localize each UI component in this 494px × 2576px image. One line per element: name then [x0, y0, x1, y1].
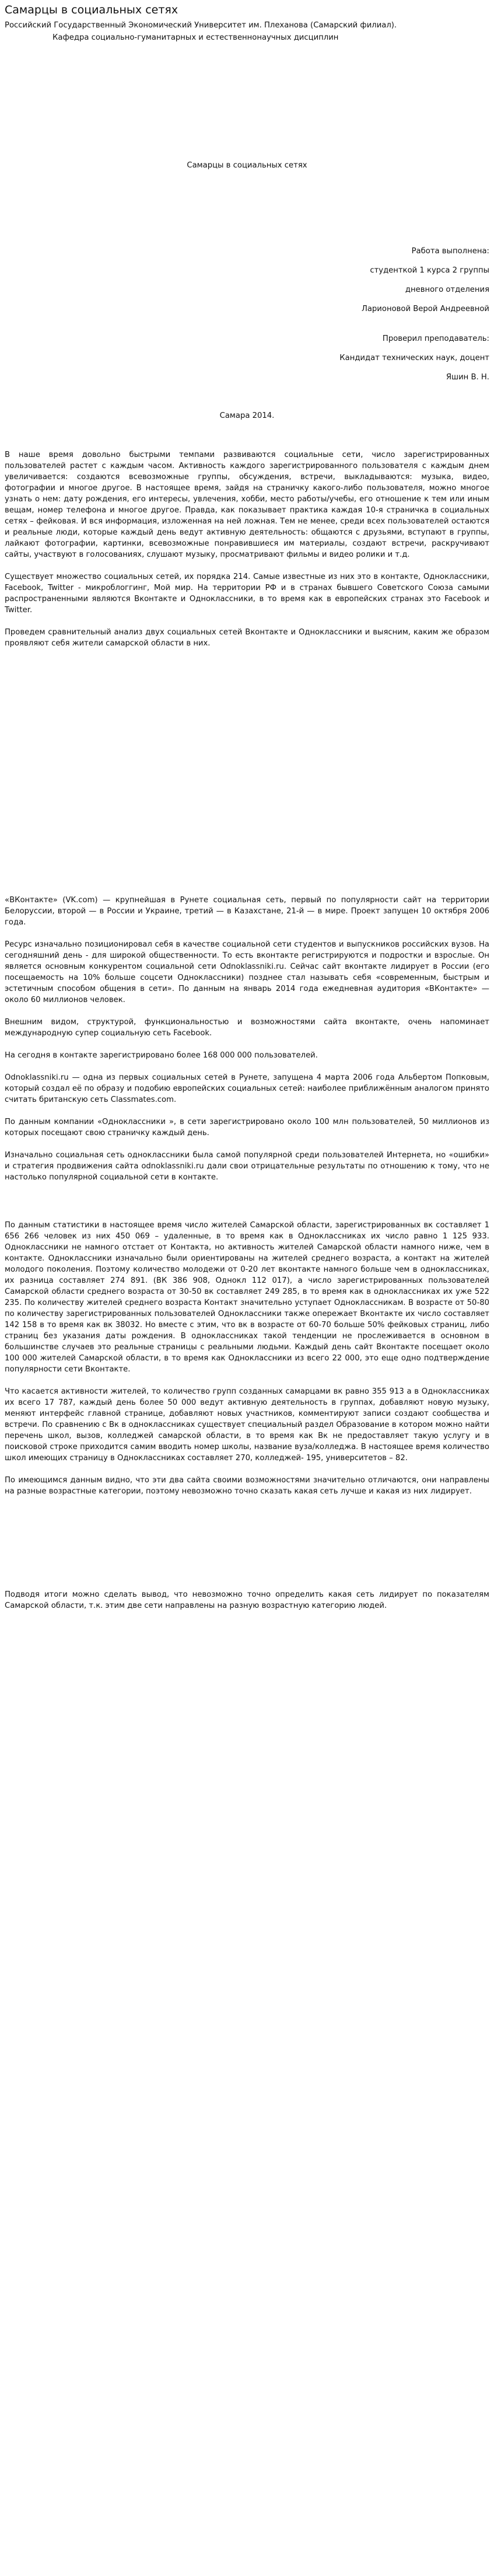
blank-space	[5, 1194, 489, 1220]
university-name: Российский Государственный Экономический Университет им. Плеханова (Самарский филиал).	[5, 21, 397, 30]
section-conclusion	[5, 1589, 489, 1611]
department-name: Кафедра социально-гуманитарных и естественнонаучных дисциплин	[52, 33, 339, 42]
paragraph: Изначально социальная сеть одноклассники была самой популярной среди пользователей Интернета, но «ошибки» и стратегия продвижения сайта odnoklassniki.ru дали свои отрицательные результаты по отношению к тому, что не настолько популярной социальной сети в контакте.	[5, 1151, 489, 1182]
city-year: Самара 2014.	[219, 411, 275, 420]
section-networks	[5, 895, 489, 1183]
paragraph: На сегодня в контакте зарегистрировано более 168 000 000 пользователей.	[5, 1051, 318, 1060]
paragraph: По имеющимся данным видно, что эти два сайта своими возможностями значительно отличаются, они направлены на разные возрастные категории, поэтому невозможно точно сказать какая сеть лучше и какая из них лидирует.	[5, 1476, 489, 1496]
paragraph: Что касается активности жителей, то количество групп созданных самарцами вк равно 355 913 а в Одноклассниках их всего 17 787, каждый день более 50 000 ведут активную деятельность в группах, добавляют новую музыку, меняют интерфейс главной странице, добавляют новых участников, комментируют записи создают сообщества и встречи. По сравнению с Вк в одноклассниках существует специальный раздел Образование в котором можно найти перечень школ, вызов, колледжей самарской области, в то время как Вк не предоставляет такую услугу и в поисковой строке приходится самим вводить номер школы, название вуза/колледжа. В настоящее время количество школ имеющих страницу в Одноклассниках составляет 270, колледжей- 195, университетов – 82.	[5, 1387, 489, 1462]
author-line: Работа выполнена:	[411, 247, 489, 256]
paragraph: По данным статистики в настоящее время число жителей Самарской области, зарегистрированных вк составляет 1 656 266 человек из них 450 069 – удаленные, в то время как в Одноклассниках их число равно 1 125 933. Одноклассники не намного отстает от Контакта, но активность жителей Самарской области намного ниже, чем в контакте. Одноклассники изначально были ориентированы на жителей среднего возраста, а контакт на жителей молодого поколения. Поэтому количество молодежи от 0-20 лет вконтакте намного больше чем в одноклассниках, их разница составляет 274 891. (ВК 386 908, Однокл 112 017), а число зарегистрированных пользователей Самарской области среднего возраста от 30-50 вк составляет 249 285, в то время как в одноклассниках их уже 522 235. По количеству жителей среднего возраста Контакт значительно уступает Одноклассникам. В возрасте от 50-80 по количеству зарегистрированных пользователей Одноклассники также опережает Вконтакте их число составляет 142 158 в то время как вк 38032. Но вместе с этим, что вк в возрасте от 60-70 больше 50% фейковых страниц, либо страниц без указания даты рождения. В одноклассниках такой тенденции не прослеживается в основном в большинстве случаев это реальные страницы с реальными людьми. Каждый день сайт Вконтакте посещает около 100 000 жителей Самарской области, в то время как Одноклассники из всего 22 000, это еще одно подтверждение популярности сети Вконтакте.	[5, 1221, 489, 1374]
blank-space	[5, 660, 489, 895]
paragraph: Существует множество социальных сетей, их порядка 214. Самые известные из них это в контакте, Одноклассники, Facebook, Twitter - микроблоггинг, Мой мир. На территории РФ и в странах бывшего Советского Союза самыми распространенными являются Вконтакте и Одноклассники, в то время как в европейских странах это Facebook и Twitter.	[5, 573, 489, 615]
blank-space	[5, 1508, 489, 1589]
center-title: Самарцы в социальных сетях	[187, 161, 307, 170]
checker-block	[5, 333, 489, 383]
section-statistics	[5, 1220, 489, 1497]
author-block	[5, 246, 489, 315]
author-line: студенткой 1 курса 2 группы	[370, 266, 489, 275]
checker-line: Кандидат технических наук, доцент	[339, 354, 489, 362]
paragraph: В наше время довольно быстрыми темпами развиваются социальные сети, число зарегистрированных пользователей растет с каждым часом. Активность каждого зарегистрированного пользователя с каждым днем увеличивается: создаются всевозможные группы, обсуждения, встречи, выкладываются: музыка, видео, фотографии и многое другое. В настоящее время, зайдя на страничку какого-либо пользователя, можно многое узнать о нем: дату рождения, его интересы, увлечения, хобби, место работы/учебы, его отношение к тем или иным вещам, номер телефона и многое другое. Правда, как показывает практика каждая 10-я страничка в социальных сетях – фейковая. И вся информация, изложенная на ней ложная. Тем не менее, среди всех пользователей остаются и реальные люди, которые каждый день ведут активную деятельность: общаются с друзьями, вступают в группы, лайкают фотографии, картинки, всевозможные понравившиеся им материалы, создают встречи, раскручивают сайты, участвуют в голосованиях, слушают музыку, просматривают фильмы и видео ролики и т.д.	[5, 451, 489, 559]
paragraph: «ВКонтакте» (VK.com) — крупнейшая в Рунете социальная сеть, первый по популярности сайт на территории Белоруссии, второй — в России и Украине, третий — в Казахстане, 21-й — в мире. Проект запущен 10 октября 2006 года.	[5, 896, 489, 927]
section-intro	[5, 449, 489, 649]
paragraph: По данным компании «Одноклассники », в сети зарегистрировано около 100 млн пользователей, 50 миллионов из которых посещают свою страничку каждый день.	[5, 1118, 489, 1137]
author-line: дневного отделения	[405, 285, 489, 294]
paragraph: Проведем сравнительный анализ двух социальных сетей Вконтакте и Одноклассники и выясним, каким же образом проявляют себя жители самарской области в них.	[5, 628, 489, 648]
paragraph: Ресурс изначально позиционировал себя в качестве социальной сети студентов и выпускников российских вузов. На сегодняшний день - для широкой общественности. То есть вконтакте регистрируются и подростки и взрослые. Он является основным конкурентом социальной сети Odnoklassniki.ru. Сейчас сайт вконтакте лидирует в России (его посещаемость на 10% больше соцсети Одноклассники) позднее стал называть себя «современным, быстрым и эстетичным способом общения в сети». По данным на январь 2014 года ежедневная аудитория «ВКонтакте» — около 60 миллионов человек.	[5, 940, 489, 1004]
paragraph: Подводя итоги можно сделать вывод, что невозможно точно определить какая сеть лидирует по показателям Самарской области, т.к. этим две сети направлены на разную возрастную категорию людей.	[5, 1590, 489, 1610]
checker-line: Проверил преподаватель:	[382, 334, 489, 343]
document-title: Самарцы в социальных сетях	[5, 4, 178, 16]
checker-line: Яшин В. Н.	[446, 373, 489, 382]
paragraph: Внешним видом, структурой, функциональностью и возможностями сайта вконтакте, очень напоминает международную супер социальную сеть Facebook.	[5, 1018, 489, 1038]
paragraph: Odnoklassniki.ru — одна из первых социальных сетей в Рунете, запущена 4 марта 2006 года Альбертом Попковым, который создал её по образу и подобию европейских социальных сетей: наиболее приближённым аналогом принято считать британскую сеть Classmates.com.	[5, 1073, 489, 1104]
author-line: Ларионовой Верой Андреевной	[361, 305, 489, 313]
